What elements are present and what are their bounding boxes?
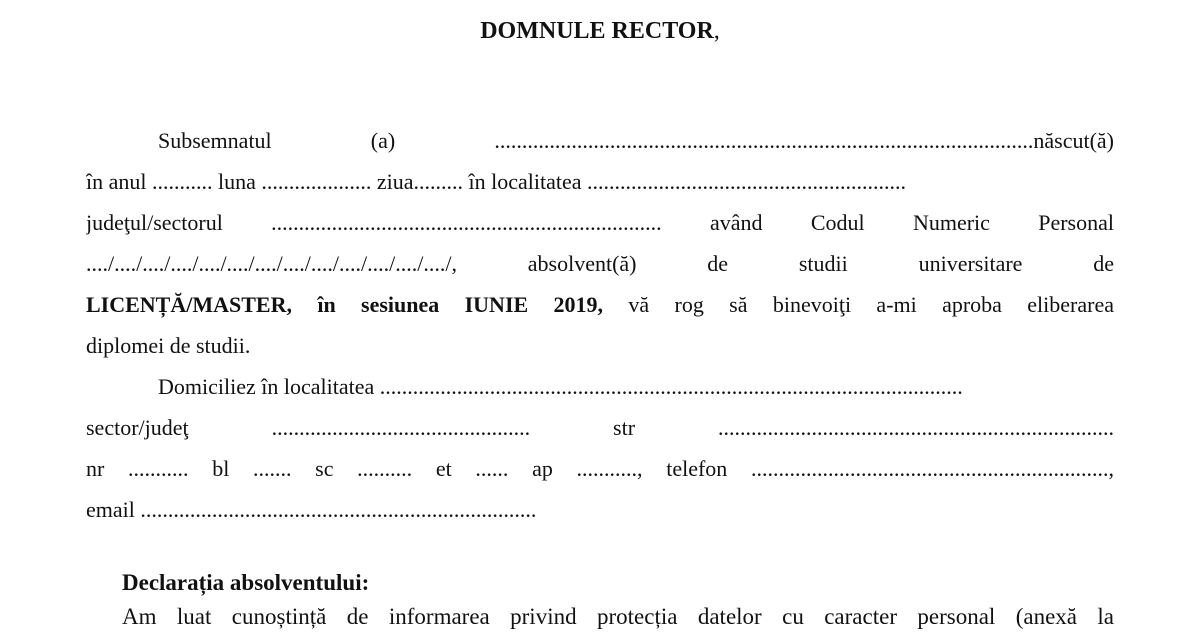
residence-locality-line: Domiciliez în localitatea .......................................................................................................... [158, 374, 963, 399]
request-line [86, 288, 1114, 322]
declaration-text-line: Am luat cunoștință de informarea privind protecția datelor cu caracter personal (anexă la [122, 604, 1114, 629]
title-comma: , [713, 18, 720, 44]
email-line: email ........................................................................ [86, 497, 537, 522]
request-text: vă rog să binevoiţi a-mi aproba eliberarea [603, 292, 1114, 317]
study-level-session: LICENȚĂ/MASTER, în sesiunea IUNIE 2019, [86, 292, 604, 317]
address-phone-line: nr ........... bl ....... sc .......... et ...... ap ..........., telefon ................................................................., [86, 456, 1114, 481]
sector-street-line: sector/judeţ ............................................... str ........................................................................ [86, 415, 1114, 440]
declaration-heading: Declarația absolventului: [122, 570, 370, 595]
county-cnp-line: judeţul/sectorul ....................................................................... având Codul Numeric Personal [86, 210, 1114, 235]
applicant-name-line: Subsemnatul (a) ..................................................................................................născut(ă) [158, 128, 1114, 153]
cnp-digits-line: ..../..../..../..../..../..../..../..../..../..../..../..../..../, absolvent(ă) de studii universitare de [86, 251, 1114, 276]
birth-details-line: în anul ........... luna .................... ziua......... în localitatea .......................................................... [86, 169, 907, 194]
title-text: DOMNULE RECTOR [480, 18, 714, 44]
diploma-line: diplomei de studii. [86, 333, 251, 358]
document-title [0, 14, 1200, 48]
